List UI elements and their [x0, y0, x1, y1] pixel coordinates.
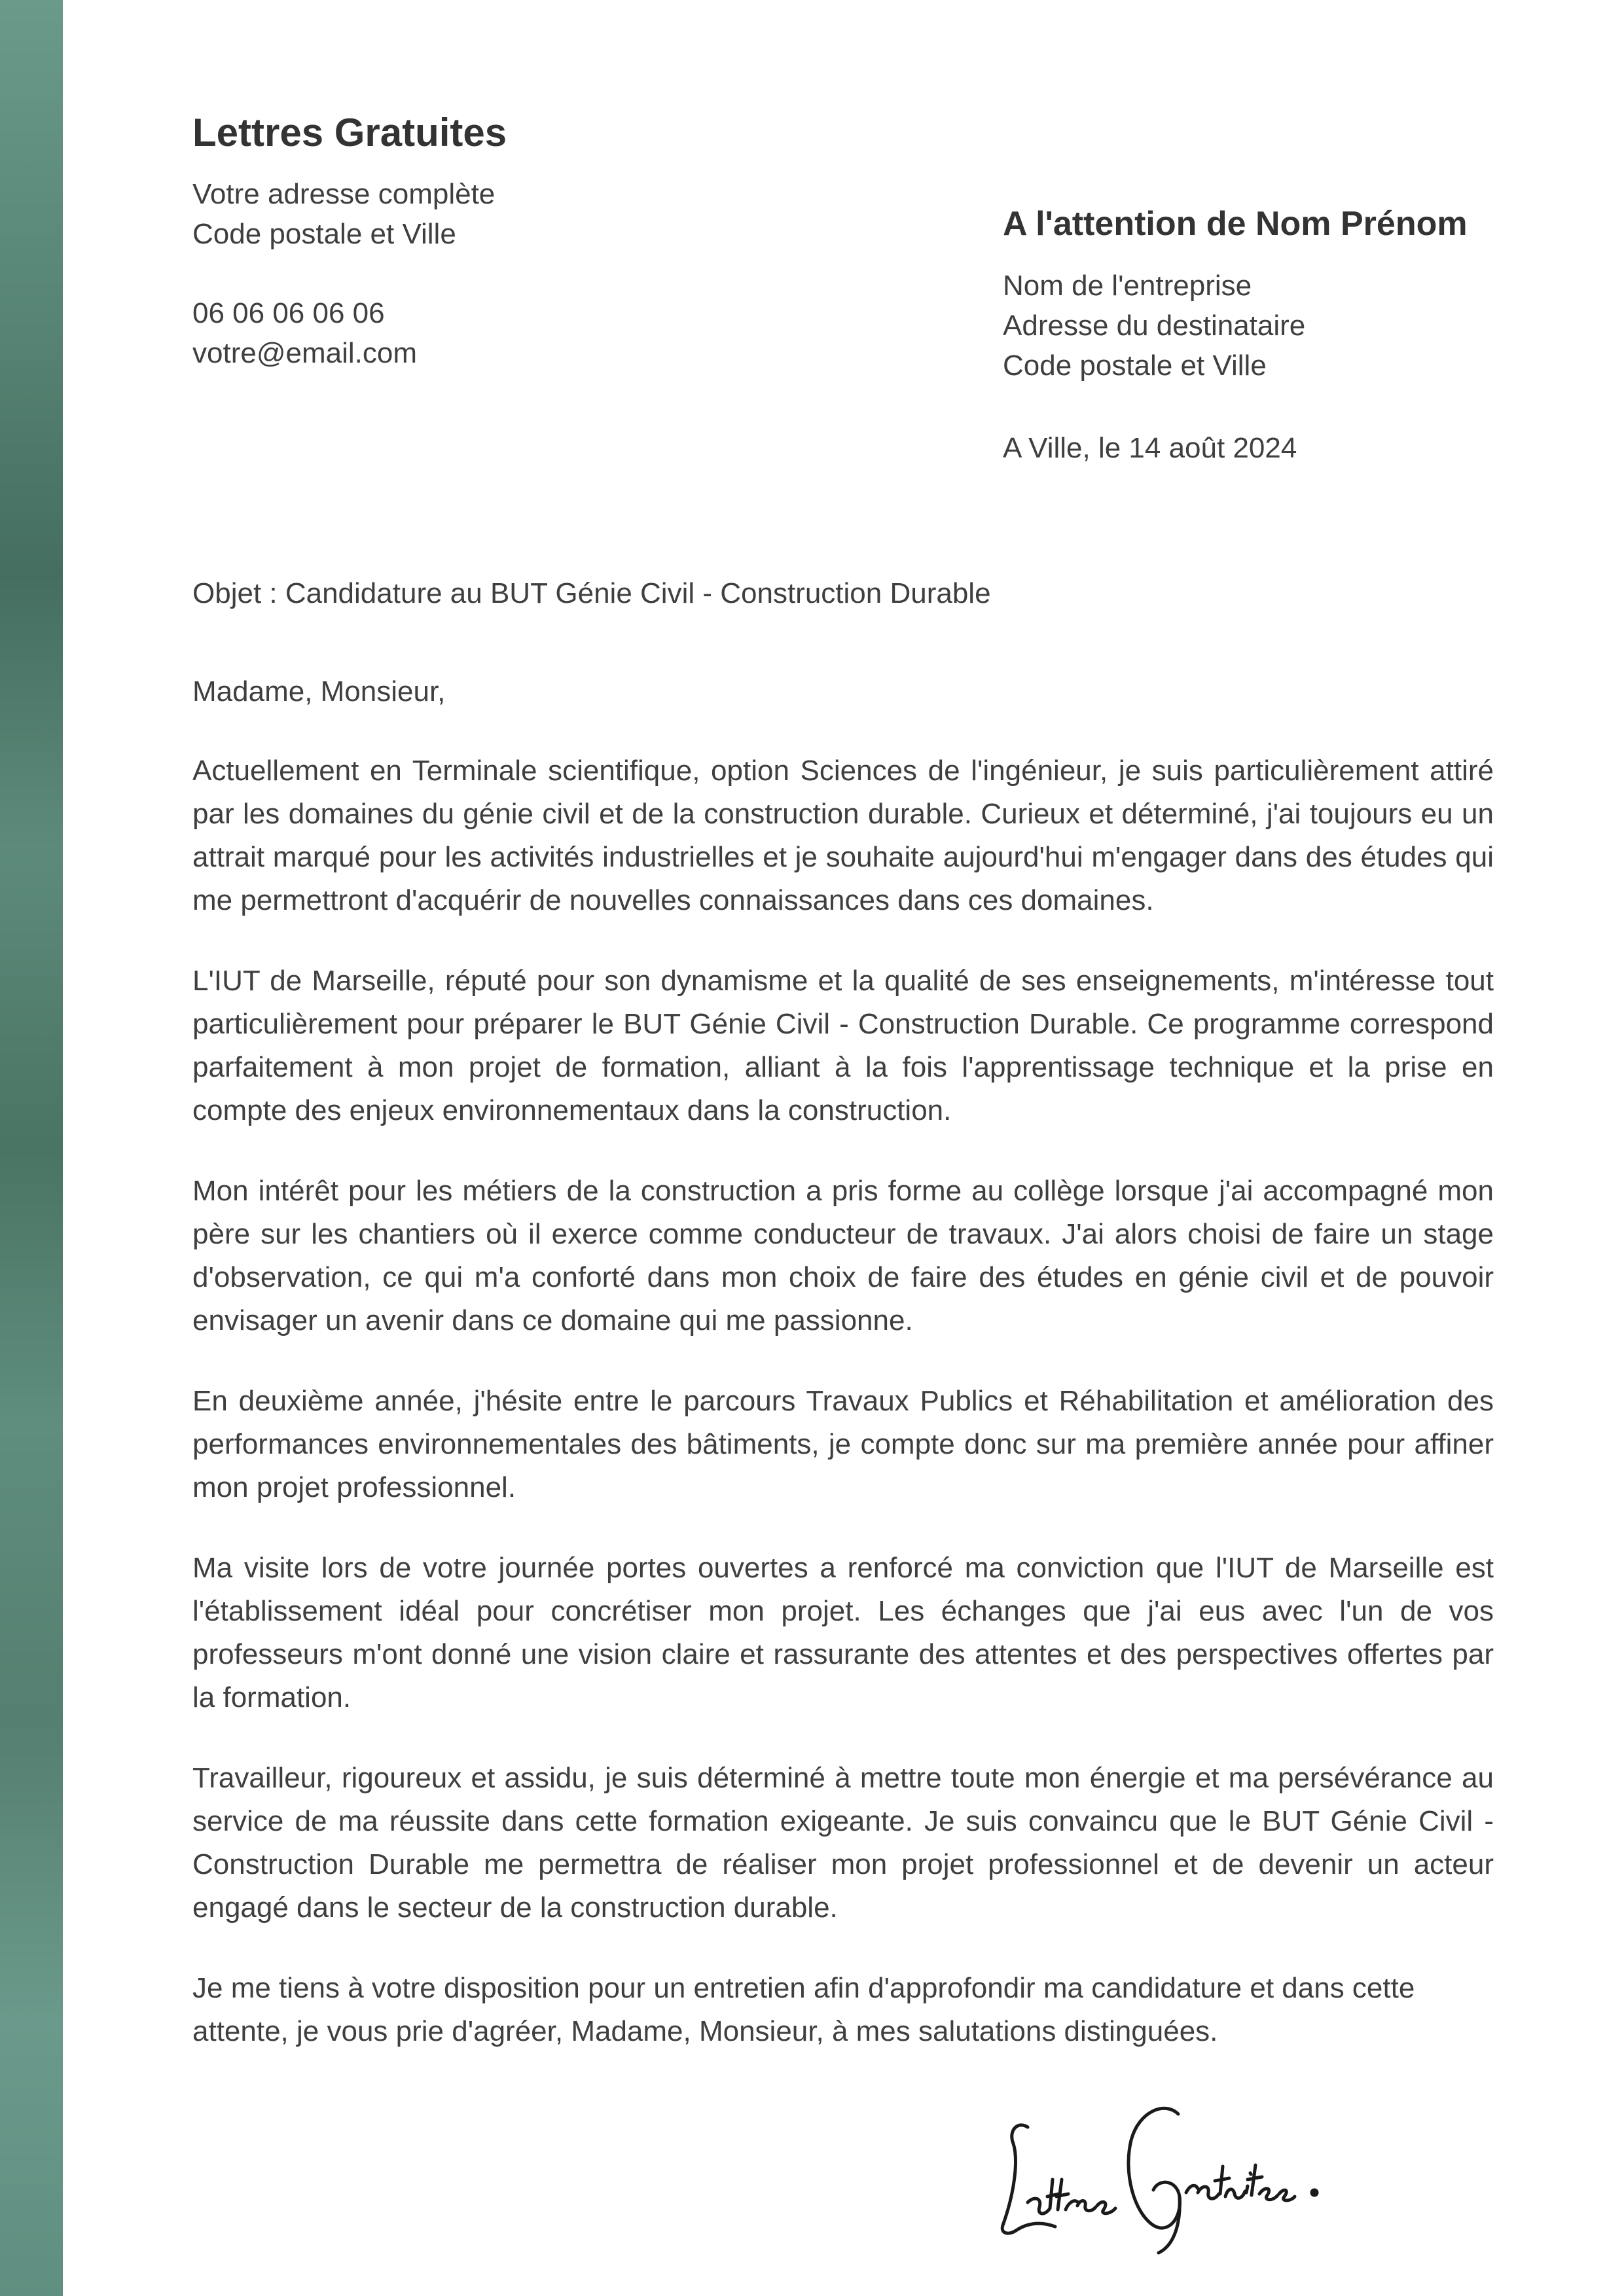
- sender-email: votre@email.com: [192, 337, 417, 369]
- sender-contact: [192, 293, 417, 373]
- closing-paragraph: Je me tiens à votre disposition pour un entretien afin d'approfondir ma candidature et dans cette attente, je vous prie d'agréer, Madame, Monsieur, à mes salutations distinguées.: [192, 1972, 1415, 2047]
- letter-salutation: Madame, Monsieur,: [192, 675, 446, 708]
- letter-date: A Ville, le 14 août 2024: [1003, 432, 1297, 464]
- body-paragraph: En deuxième année, j'hésite entre le parcours Travaux Publics et Réhabilitation et amélioration des performances environnementales des bâtiments, je compte donc sur ma première année pour affiner mon projet professionnel.: [192, 1385, 1494, 1503]
- recipient-address: [1003, 266, 1305, 386]
- recipient-street: Adresse du destinataire: [1003, 310, 1306, 342]
- letter-subject: Objet : Candidature au BUT Génie Civil - Construction Durable: [192, 577, 991, 609]
- sender-address-line: Code postale et Ville: [192, 218, 456, 250]
- body-paragraph: L'IUT de Marseille, réputé pour son dynamisme et la qualité de ses enseignements, m'intéresse tout particulièrement pour préparer le BUT Génie Civil - Construction Durable. Ce programme correspond parfaitement à mon projet de formation, alliant à la fois l'apprentissage technique et la prise en compte des enjeux environnementaux dans la construction.: [192, 965, 1494, 1126]
- body-paragraph: Actuellement en Terminale scientifique, option Sciences de l'ingénieur, je suis particulièrement attiré par les domaines du génie civil et de la construction durable. Curieux et déterminé, j'ai toujours eu un attrait marqué pour les activités industrielles et je souhaite aujourd'hui m'engager dans des études qui me permettront d'acquérir de nouvelles connaissances dans ces domaines.: [192, 755, 1494, 916]
- body-paragraph: Ma visite lors de votre journée portes ouvertes a renforcé ma conviction que l'IUT de Marseille est l'établissement idéal pour concrétiser mon projet. Les échanges que j'ai eus avec l'un de vos professeurs m'ont donné une vision claire et rassurante des attentes et des perspectives offertes par la formation.: [192, 1552, 1494, 1713]
- body-paragraph: Mon intérêt pour les métiers de la construction a pris forme au collège lorsque j'ai accompagné mon père sur les chantiers où il exerce comme conducteur de travaux. J'ai alors choisi de faire un stage d'observation, ce qui m'a conforté dans mon choix de faire des études en génie civil et de pouvoir envisager un avenir dans ce domaine qui me passionne.: [192, 1175, 1494, 1336]
- sender-address: [192, 174, 495, 254]
- handwritten-signature: [982, 2081, 1362, 2258]
- letter-body: [192, 749, 1494, 2090]
- sender-address-line: Votre adresse complète: [192, 178, 496, 210]
- recipient-company: Nom de l'entreprise: [1003, 270, 1252, 302]
- sender-name: Lettres Gratuites: [192, 111, 507, 154]
- body-paragraph: Travailleur, rigoureux et assidu, je suis déterminé à mettre toute mon énergie et ma persévérance au service de ma réussite dans cette formation exigeante. Je suis convaincu que le BUT Génie Civil - Construction Durable me permettra de réaliser mon projet professionnel et de devenir un acteur engagé dans le secteur de la construction durable.: [192, 1762, 1494, 1924]
- decorative-sidebar-band: [0, 0, 63, 2296]
- recipient-title: A l'attention de Nom Prénom: [1003, 205, 1468, 243]
- recipient-city: Code postale et Ville: [1003, 350, 1267, 382]
- sender-phone: 06 06 06 06 06: [192, 297, 385, 329]
